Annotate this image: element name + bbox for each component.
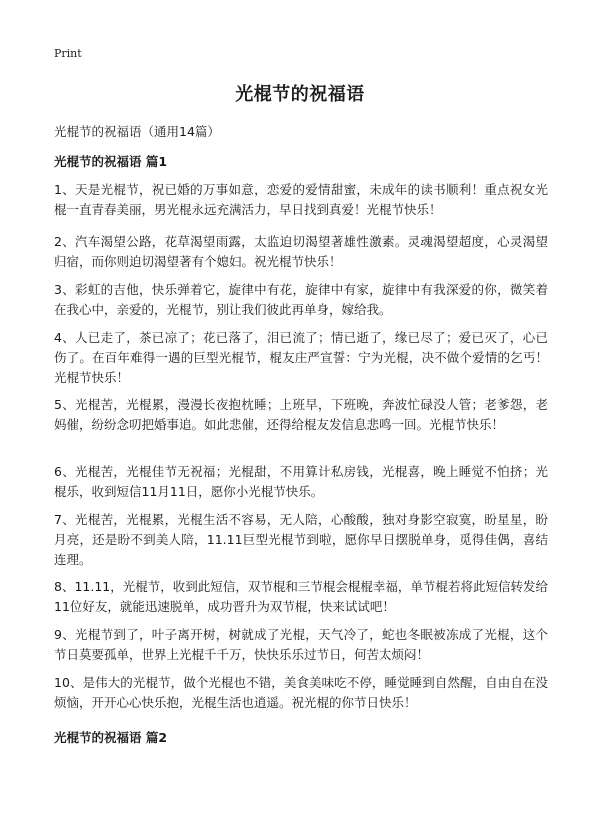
document-subtitle: 光棍节的祝福语（通用14篇） (54, 124, 220, 139)
paragraph-1: 1、天是光棍节，祝已婚的万事如意，恋爱的爱情甜蜜，未成年的读书顺利！重点祝女光棍一直青春美丽，男光棍永远充满活力，早日找到真爱！光棍节快乐！ (54, 182, 548, 217)
paragraph-4: 4、人已走了，茶已凉了；花已落了，泪已流了；情已逝了，缘已尽了；爱已灭了，心已伤了。在百年难得一遇的巨型光棍节，棍友庄严宣誓：宁为光棍，决不做个爱情的乞丐！光棍节快乐！ (54, 330, 548, 385)
document-title: 光棍节的祝福语 (235, 84, 365, 105)
paragraph-2: 2、汽车渴望公路，花草渴望雨露，太监迫切渴望著雄性激素。灵魂渴望超度，心灵渴望归宿，而你则迫切渴望著有个媳妇。祝光棍节快乐！ (54, 234, 548, 269)
paragraph-8: 8、11.11，光棍节，收到此短信，双节棍和三节棍会棍棍幸福，单节棍若将此短信转发给11位好友，就能迅速脱单，成功晋升为双节棍，快来试试吧！ (54, 579, 548, 614)
paragraph-3: 3、彩虹的吉他，快乐弹着它，旋律中有花，旋律中有家，旋律中有我深爱的你，微笑着在我心中，亲爱的，光棍节，别让我们彼此再单身，嫁给我。 (54, 282, 548, 317)
section-heading-1: 光棍节的祝福语 篇1 (54, 154, 168, 169)
paragraph-5: 5、光棍苦，光棍累，漫漫长夜抱枕睡；上班早，下班晚，奔波忙碌没人管；老爹怨，老妈催，纷纷念叨把婚事追。如此悲催，还得给棍友发信息悲鸣一回。光棍节快乐！ (54, 397, 548, 432)
print-link[interactable]: Print (54, 47, 82, 60)
paragraph-9: 9、光棍节到了，叶子离开树，树就成了光棍，天气冷了，蛇也冬眠被冻成了光棍，这个节日莫要孤单，世界上光棍千千万，快快乐乐过节日，何苦太烦闷！ (54, 627, 548, 662)
paragraph-6: 6、光棍苦，光棍佳节无祝福；光棍甜，不用算计私房钱，光棍喜，晚上睡觉不怕挤；光棍乐，收到短信11月11日，愿你小光棍节快乐。 (54, 464, 548, 499)
paragraph-7: 7、光棍苦，光棍累，光棍生活不容易，无人陪，心酸酸，独对身影空寂寞，盼星星，盼月亮，还是盼不到美人陪，11.11巨型光棍节到啦，愿你早日摆脱单身，觅得佳偶，喜结连理。 (54, 512, 548, 567)
paragraph-10: 10、是伟大的光棍节，做个光棍也不错，美食美味吃不停，睡觉睡到自然醒，自由自在没烦恼，开开心心快乐抱，光棍生活也逍遥。祝光棍的你节日快乐！ (54, 675, 548, 710)
section-heading-2: 光棍节的祝福语 篇2 (54, 730, 168, 745)
